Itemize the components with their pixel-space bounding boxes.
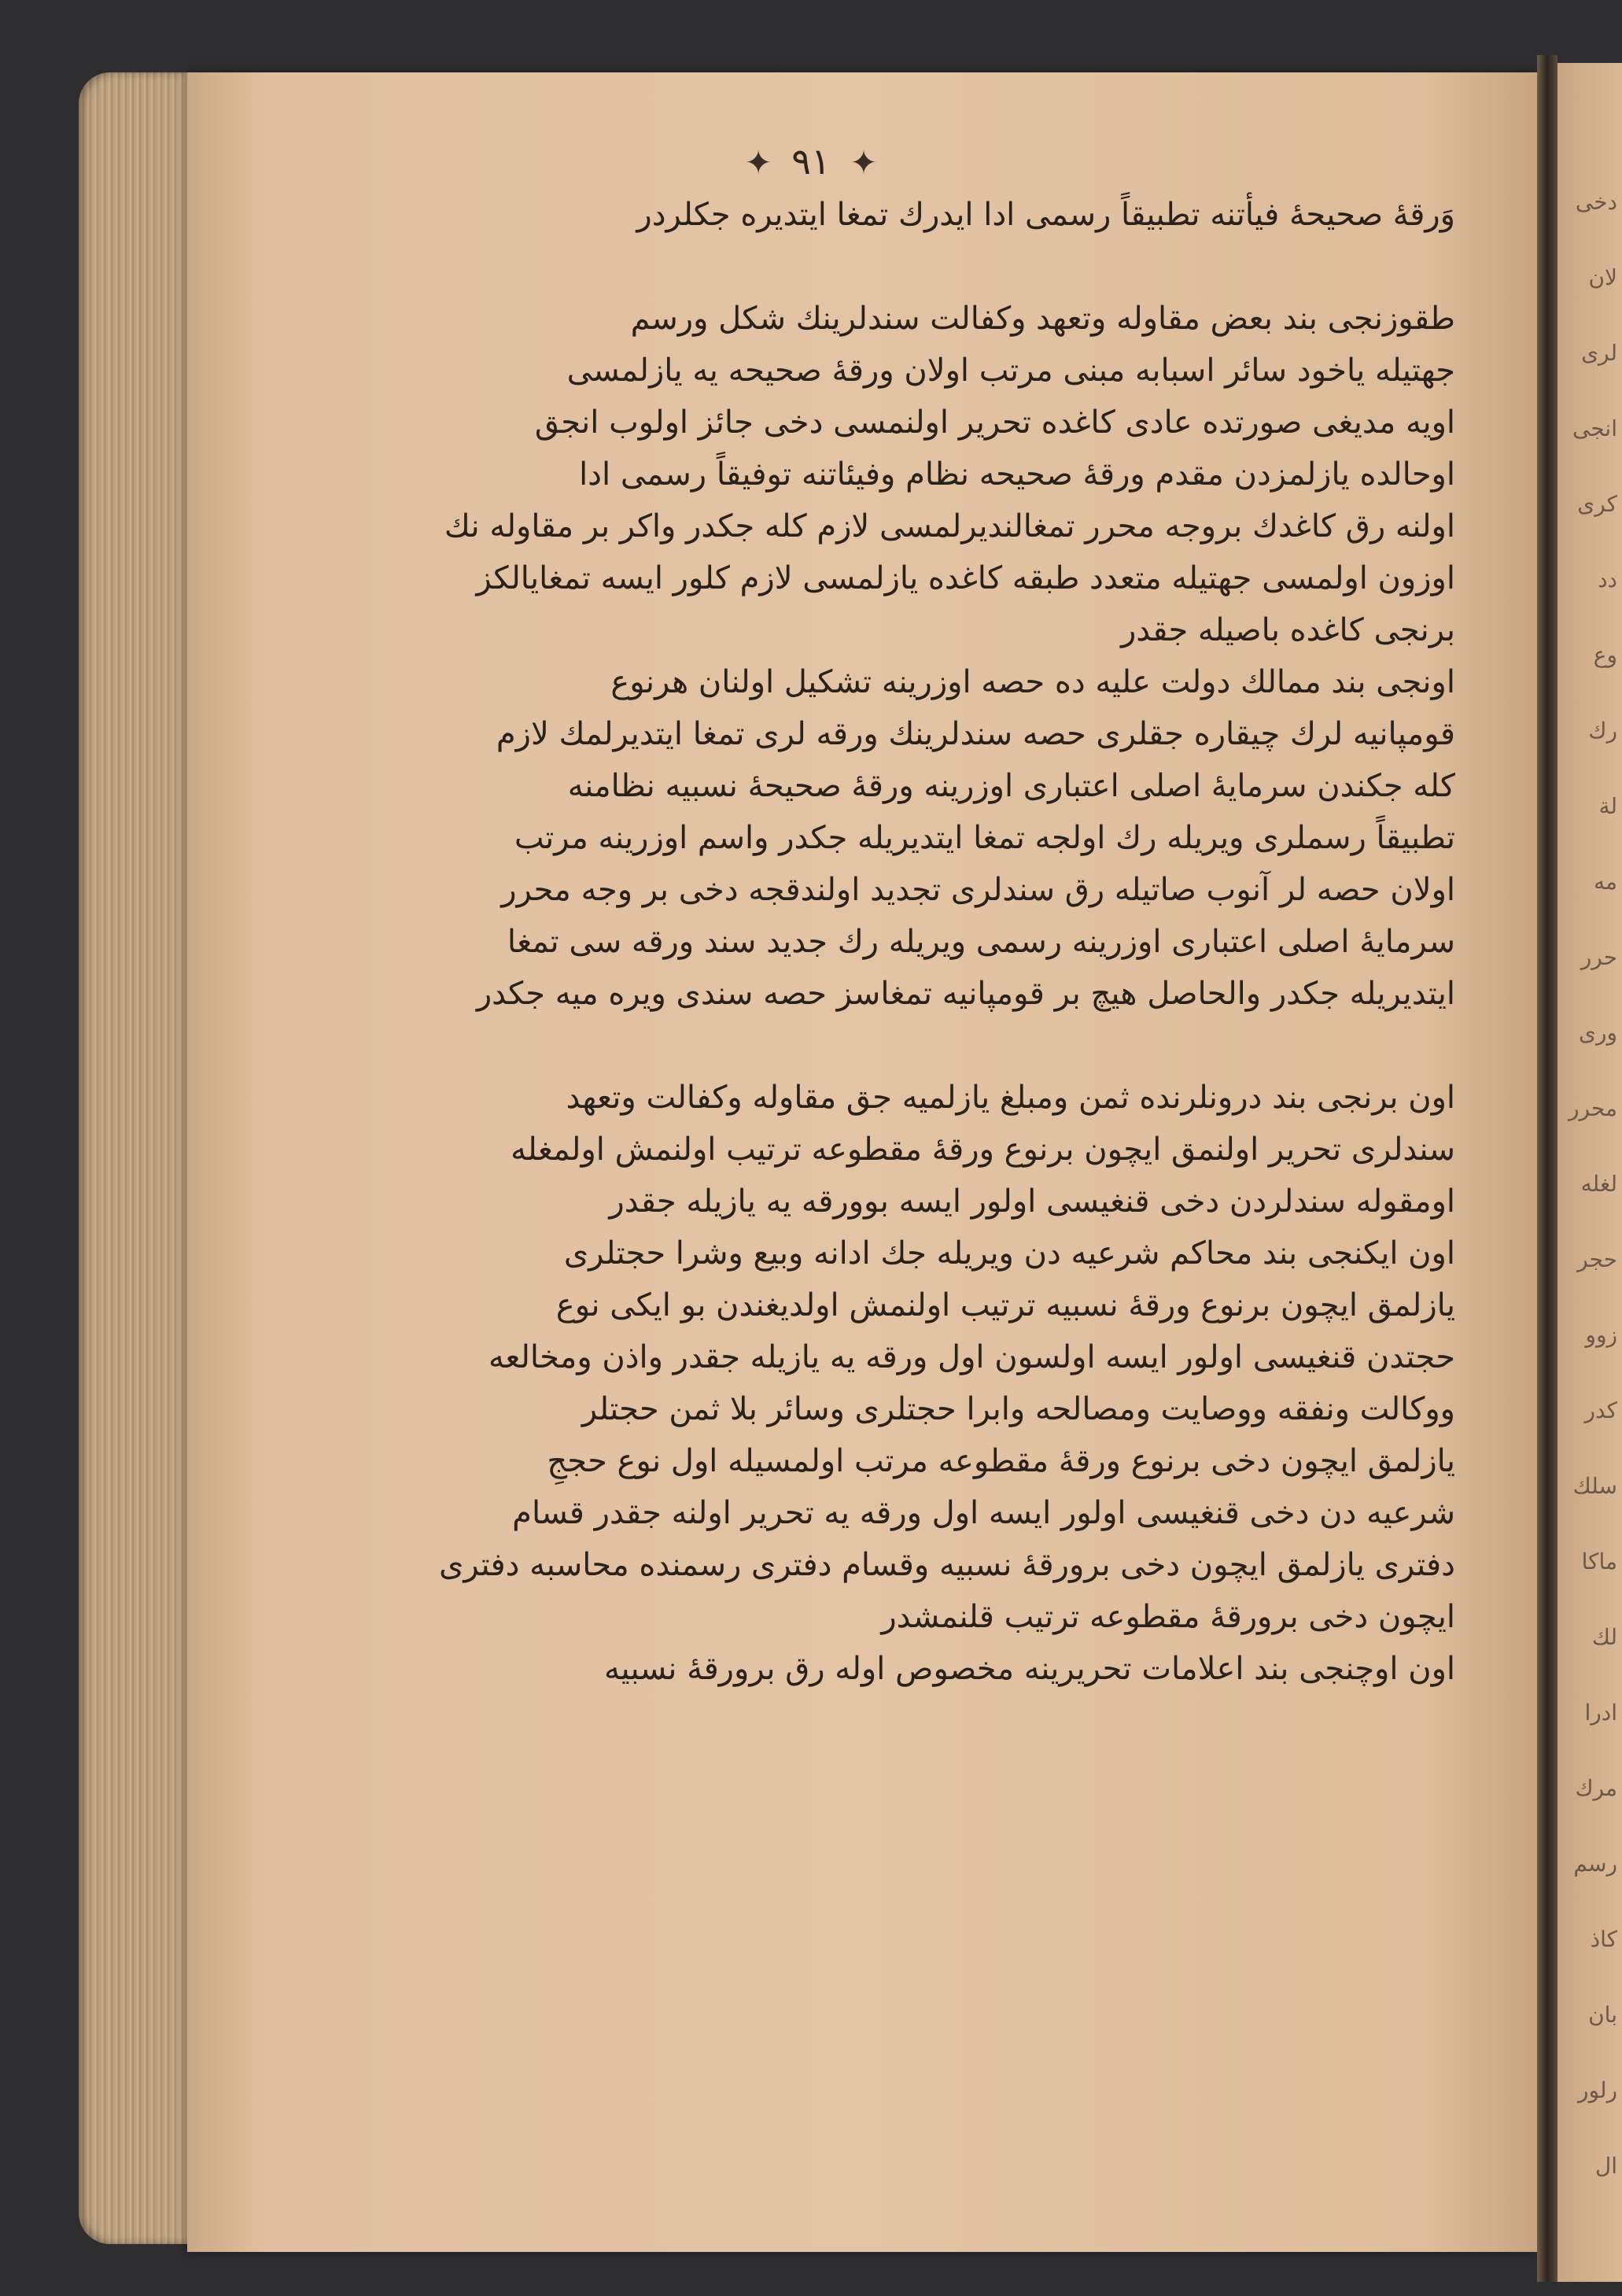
facing-page-fragment: كاذ: [1590, 1926, 1617, 1952]
facing-page-fragment: حجر: [1577, 1246, 1617, 1272]
facing-page-fragment: لرى: [1581, 340, 1617, 366]
body-text: [267, 189, 1455, 1695]
facing-page-fragment: رك: [1588, 718, 1617, 744]
text-line: طقوزنجى بند بعض مقاوله وتعهد وكفالت سندلرينك شكل ورسم: [630, 301, 1455, 337]
facing-page-fragment: ال: [1594, 2153, 1617, 2179]
facing-page-fragment: ورى: [1579, 1020, 1617, 1046]
text-line: يازلمق ايچون دخى برنوع ورقهٔ مقطوعه مرتب اولمسيله اول نوع حججِ: [547, 1443, 1455, 1479]
text-line: جهتيله ياخود سائر اسبابه مبنى مرتب اولان ورقهٔ صحيحه يه يازلمسى: [566, 353, 1455, 389]
blank-line: [267, 1020, 1455, 1072]
facing-page-fragment: لة: [1598, 793, 1617, 819]
text-line: سرمايهٔ اصلى اعتبارى اوزرينه رسمى ويريله رك جديد سند ورقه سى تمغا: [507, 924, 1455, 960]
facing-page-fragment: كرى: [1577, 491, 1617, 517]
facing-page-fragment: رسم: [1573, 1851, 1617, 1877]
facing-page-fragment: انجى: [1572, 415, 1617, 441]
text-line: اولان حصه لر آنوب صاتيله رق سندلرى تجديد اولندقجه دخى بر وجه محرر: [501, 872, 1455, 908]
text-line: اونجى بند ممالك دولت عليه ده حصه اوزرينه تشكيل اولنان هرنوع: [610, 664, 1455, 700]
facing-page-fragment: رلور: [1577, 2077, 1617, 2103]
text-line: شرعيه دن دخى قنغيسى اولور ايسه اول ورقه يه تحرير اولنه جقدر قسام: [512, 1495, 1455, 1531]
text-line: اولنه رق كاغدك بروجه محرر تمغالنديرلمسى لازم كله جكدر واكر بر مقاوله نك: [444, 508, 1455, 544]
facing-page-fragment: ماكا: [1581, 1549, 1617, 1574]
text-line: برنجى كاغده باصيله جقدر: [1120, 612, 1455, 648]
book-page-edges: [79, 72, 197, 2244]
blank-line: [267, 241, 1455, 293]
page-number: ٩١: [791, 140, 831, 183]
text-line: اون اوچنجى بند اعلامات تحريرينه مخصوص اوله رق برورقهٔ نسبيه: [604, 1651, 1455, 1687]
text-line: اوزون اولمسى جهتيله متعدد طبقه كاغده يازلمسى لازم كلور ايسه تمغايالكز: [476, 560, 1455, 596]
text-line: سندلرى تحرير اولنمق ايچون برنوع ورقهٔ مقطوعه ترتيب اولنمش اولمغله: [511, 1131, 1455, 1168]
facing-page-fragment: بان: [1588, 2002, 1617, 2028]
facing-page-fragment: سلك: [1572, 1473, 1617, 1499]
text-line: اون ايكنجى بند محاكم شرعيه دن ويريله جك ادانه وبيع وشرا حجتلرى: [563, 1235, 1455, 1272]
facing-page-fragment: دخى: [1575, 189, 1617, 215]
text-line: اوحالده يازلمزدن مقدم ورقهٔ صحيحه نظام وفيئاتنه توفيقاً رسمى ادا: [579, 456, 1455, 493]
facing-page-fragment: لك: [1591, 1624, 1617, 1650]
facing-page-fragment: لان: [1588, 264, 1617, 290]
text-line: وَرقهٔ صحيحهٔ فيأتنه تطبيقاً رسمى ادا ايدرك تمغا ايتديره جكلردر: [636, 197, 1455, 233]
text-line: ووكالت ونفقه ووصايت ومصالحه وابرا حجتلرى وسائر بلا ثمن حجتلر: [581, 1391, 1455, 1427]
book-gutter: [1537, 55, 1557, 2282]
facing-page-fragment: كدر: [1584, 1397, 1617, 1423]
facing-page-edge: [1557, 63, 1622, 2282]
facing-page-fragment: لغله: [1580, 1171, 1617, 1197]
text-line: تطبيقاً رسملرى ويريله رك اولجه تمغا ايتديريله جكدر واسم اوزرينه مرتب: [514, 820, 1455, 856]
facing-page-fragment: مه: [1593, 869, 1617, 895]
text-line: حجتدن قنغيسى اولور ايسه اولسون اول ورقه يه يازيله جقدر واذن ومخالعه: [488, 1339, 1455, 1375]
facing-page-fragment: حرر: [1580, 944, 1617, 970]
text-line: قومپانيه لرك چيقاره جقلرى حصه سندلرينك ورقه لرى تمغا ايتديرلمك لازم: [496, 716, 1455, 752]
text-line: دفترى يازلمق ايچون دخى برورقهٔ نسبيه وقسام دفترى رسمنده محاسبه دفترى: [439, 1547, 1455, 1583]
ornament-right-icon: ✦: [744, 143, 772, 182]
text-line: اومقوله سندلردن دخى قنغيسى اولور ايسه بوورقه يه يازيله جقدر: [609, 1183, 1455, 1220]
facing-page-fragment: وع: [1593, 642, 1617, 668]
text-line: كله جكندن سرمايهٔ اصلى اعتبارى اوزرينه ورقهٔ صحيحهٔ نسبيه نظامنه: [567, 768, 1455, 804]
text-line: اون برنجى بند درونلرنده ثمن ومبلغ يازلميه جق مقاوله وكفالت وتعهد: [566, 1080, 1455, 1116]
facing-page-fragment: دد: [1598, 567, 1617, 592]
text-line: اويه مديغى صورتده عادى كاغده تحرير اولنمسى دخى جائز اولوب انجق: [534, 404, 1455, 441]
facing-page-fragment: محرر: [1568, 1095, 1617, 1121]
ornament-left-icon: ✦: [850, 143, 878, 182]
facing-page-fragment: زوو: [1585, 1322, 1617, 1348]
text-line: ايتديريله جكدر والحاصل هيچ بر قومپانيه تمغاسز حصه سندى ويره ميه جكدر: [476, 976, 1455, 1012]
facing-page-fragment: ادرا: [1584, 1700, 1617, 1726]
text-line: يازلمق ايچون برنوع ورقهٔ نسبيه ترتيب اولنمش اولديغندن بو ايكى نوع: [555, 1287, 1455, 1323]
text-line: ايچون دخى برورقهٔ مقطوعه ترتيب قلنمشدر: [881, 1599, 1455, 1635]
facing-page-fragment: مرك: [1575, 1775, 1617, 1801]
page-header: [0, 140, 1622, 183]
